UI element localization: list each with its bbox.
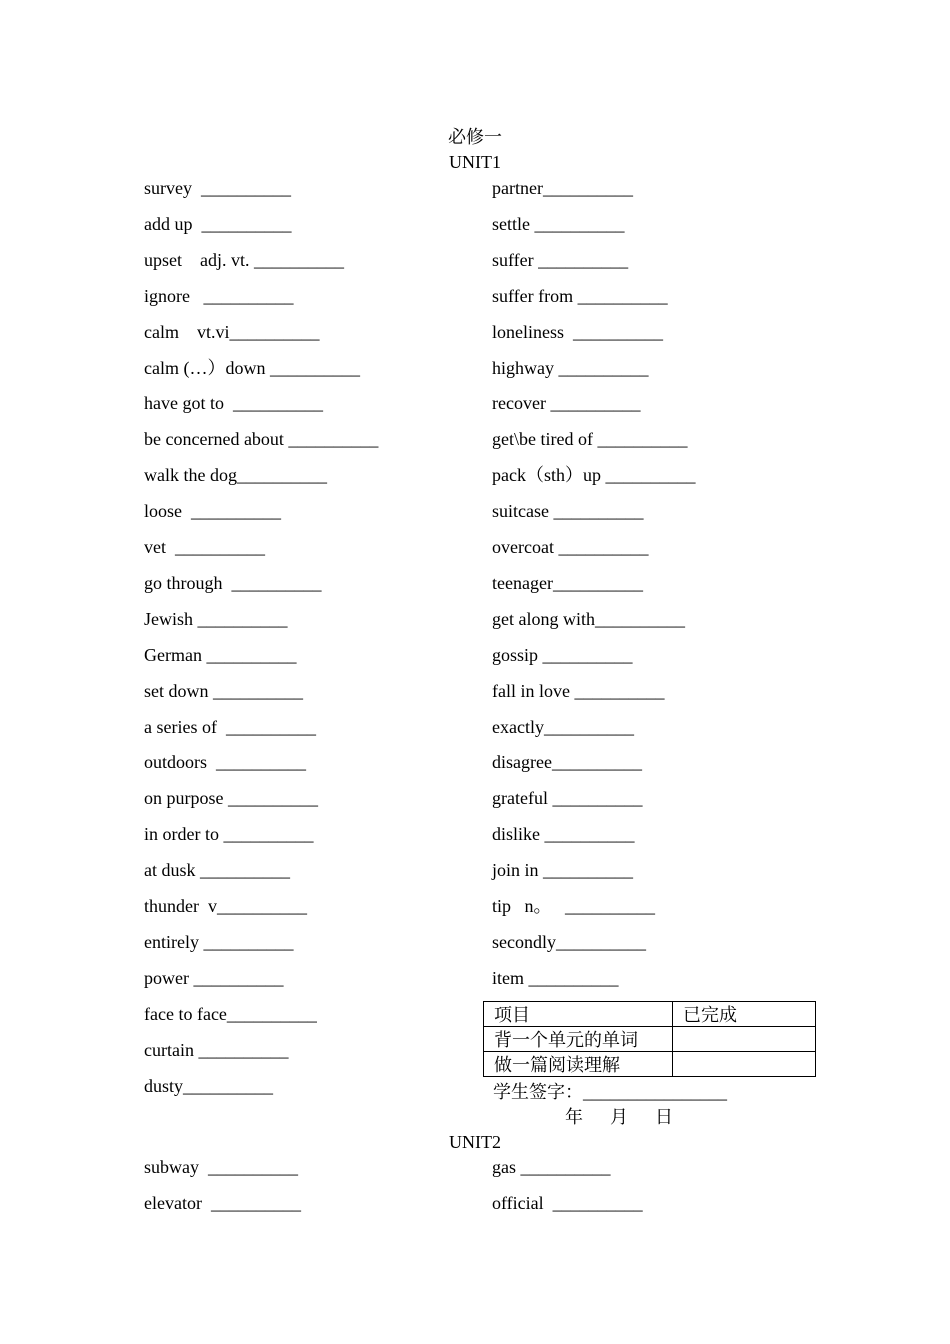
vocab-item: grateful __________ [492, 788, 643, 809]
vocab-item: gas __________ [492, 1157, 611, 1177]
vocab-item: survey __________ [144, 178, 291, 198]
vocab-item: Jewish __________ [144, 608, 288, 629]
vocab-item: upset adj. vt. __________ [144, 249, 344, 270]
vocab-item: gossip __________ [492, 644, 633, 665]
progress-header-done: 已完成 [673, 1002, 816, 1027]
vocab-item: overcoat __________ [492, 537, 649, 557]
progress-table-row [484, 1052, 816, 1077]
progress-row-done-cell [673, 1052, 816, 1077]
vocab-item: suitcase __________ [492, 501, 644, 522]
vocab-item: loose __________ [144, 501, 281, 522]
vocab-item: subway __________ [144, 1157, 298, 1177]
vocab-item: power __________ [144, 967, 284, 988]
vocab-item: go through __________ [144, 572, 322, 593]
vocab-item: partner__________ [492, 178, 633, 198]
vocab-item: dusty__________ [144, 1075, 274, 1096]
book-title: 必修一 [448, 127, 502, 147]
vocab-item: disagree__________ [492, 752, 642, 773]
vocab-item: fall in love __________ [492, 680, 665, 701]
vocab-item: item __________ [492, 967, 619, 988]
vocab-item: a series of __________ [144, 716, 316, 737]
vocab-item: have got to __________ [144, 393, 323, 414]
vocab-item: walk the dog__________ [144, 465, 327, 486]
signature-date: 年 月 日 [565, 1107, 673, 1127]
progress-row-task: 背一个单元的单词 [484, 1027, 673, 1052]
vocab-item: calm vt.vi__________ [144, 321, 320, 342]
vocab-item: official __________ [492, 1193, 643, 1213]
vocab-item: ignore __________ [144, 285, 294, 306]
vocab-item: settle __________ [492, 213, 625, 234]
progress-table-row [484, 1027, 816, 1052]
vocab-item: calm (…）down __________ [144, 357, 360, 378]
vocab-item: thunder v__________ [144, 896, 307, 916]
progress-table-header-row [484, 1002, 816, 1027]
vocab-item: get along with__________ [492, 608, 685, 629]
vocab-item: loneliness __________ [492, 321, 663, 342]
progress-header-item: 项目 [484, 1002, 673, 1027]
vocab-item: on purpose __________ [144, 788, 318, 809]
unit1-heading: UNIT1 [449, 152, 501, 172]
progress-row-done-cell [673, 1027, 816, 1052]
vocab-item: exactly__________ [492, 716, 634, 737]
signature-line: 学生签字：________________ [493, 1082, 727, 1102]
vocab-item: join in __________ [492, 860, 634, 881]
vocab-item: outdoors __________ [144, 752, 306, 773]
vocab-item: at dusk __________ [144, 860, 290, 881]
vocab-item: suffer __________ [492, 249, 629, 270]
vocab-item: dislike __________ [492, 824, 635, 845]
progress-table [483, 1001, 816, 1077]
vocab-item: recover __________ [492, 393, 641, 414]
vocab-item: set down __________ [144, 680, 303, 701]
vocab-item: curtain __________ [144, 1039, 289, 1060]
vocab-item: teenager__________ [492, 572, 643, 593]
vocab-item: face to face__________ [144, 1003, 317, 1024]
vocab-item: German __________ [144, 644, 297, 665]
vocab-item: be concerned about __________ [144, 429, 379, 450]
vocab-item: vet __________ [144, 537, 265, 557]
vocab-item: suffer from __________ [492, 285, 668, 306]
vocab-item: add up __________ [144, 213, 292, 234]
progress-row-task: 做一篇阅读理解 [484, 1052, 673, 1077]
vocab-item: elevator __________ [144, 1193, 301, 1213]
vocab-item: get\be tired of __________ [492, 429, 688, 450]
vocab-item: highway __________ [492, 357, 649, 378]
vocab-item: in order to __________ [144, 824, 314, 845]
vocab-item: secondly__________ [492, 931, 646, 952]
vocab-item: pack（sth）up __________ [492, 465, 696, 486]
vocab-item: entirely __________ [144, 931, 294, 952]
unit2-heading: UNIT2 [449, 1132, 501, 1152]
vocab-item: tip n。 __________ [492, 896, 656, 916]
